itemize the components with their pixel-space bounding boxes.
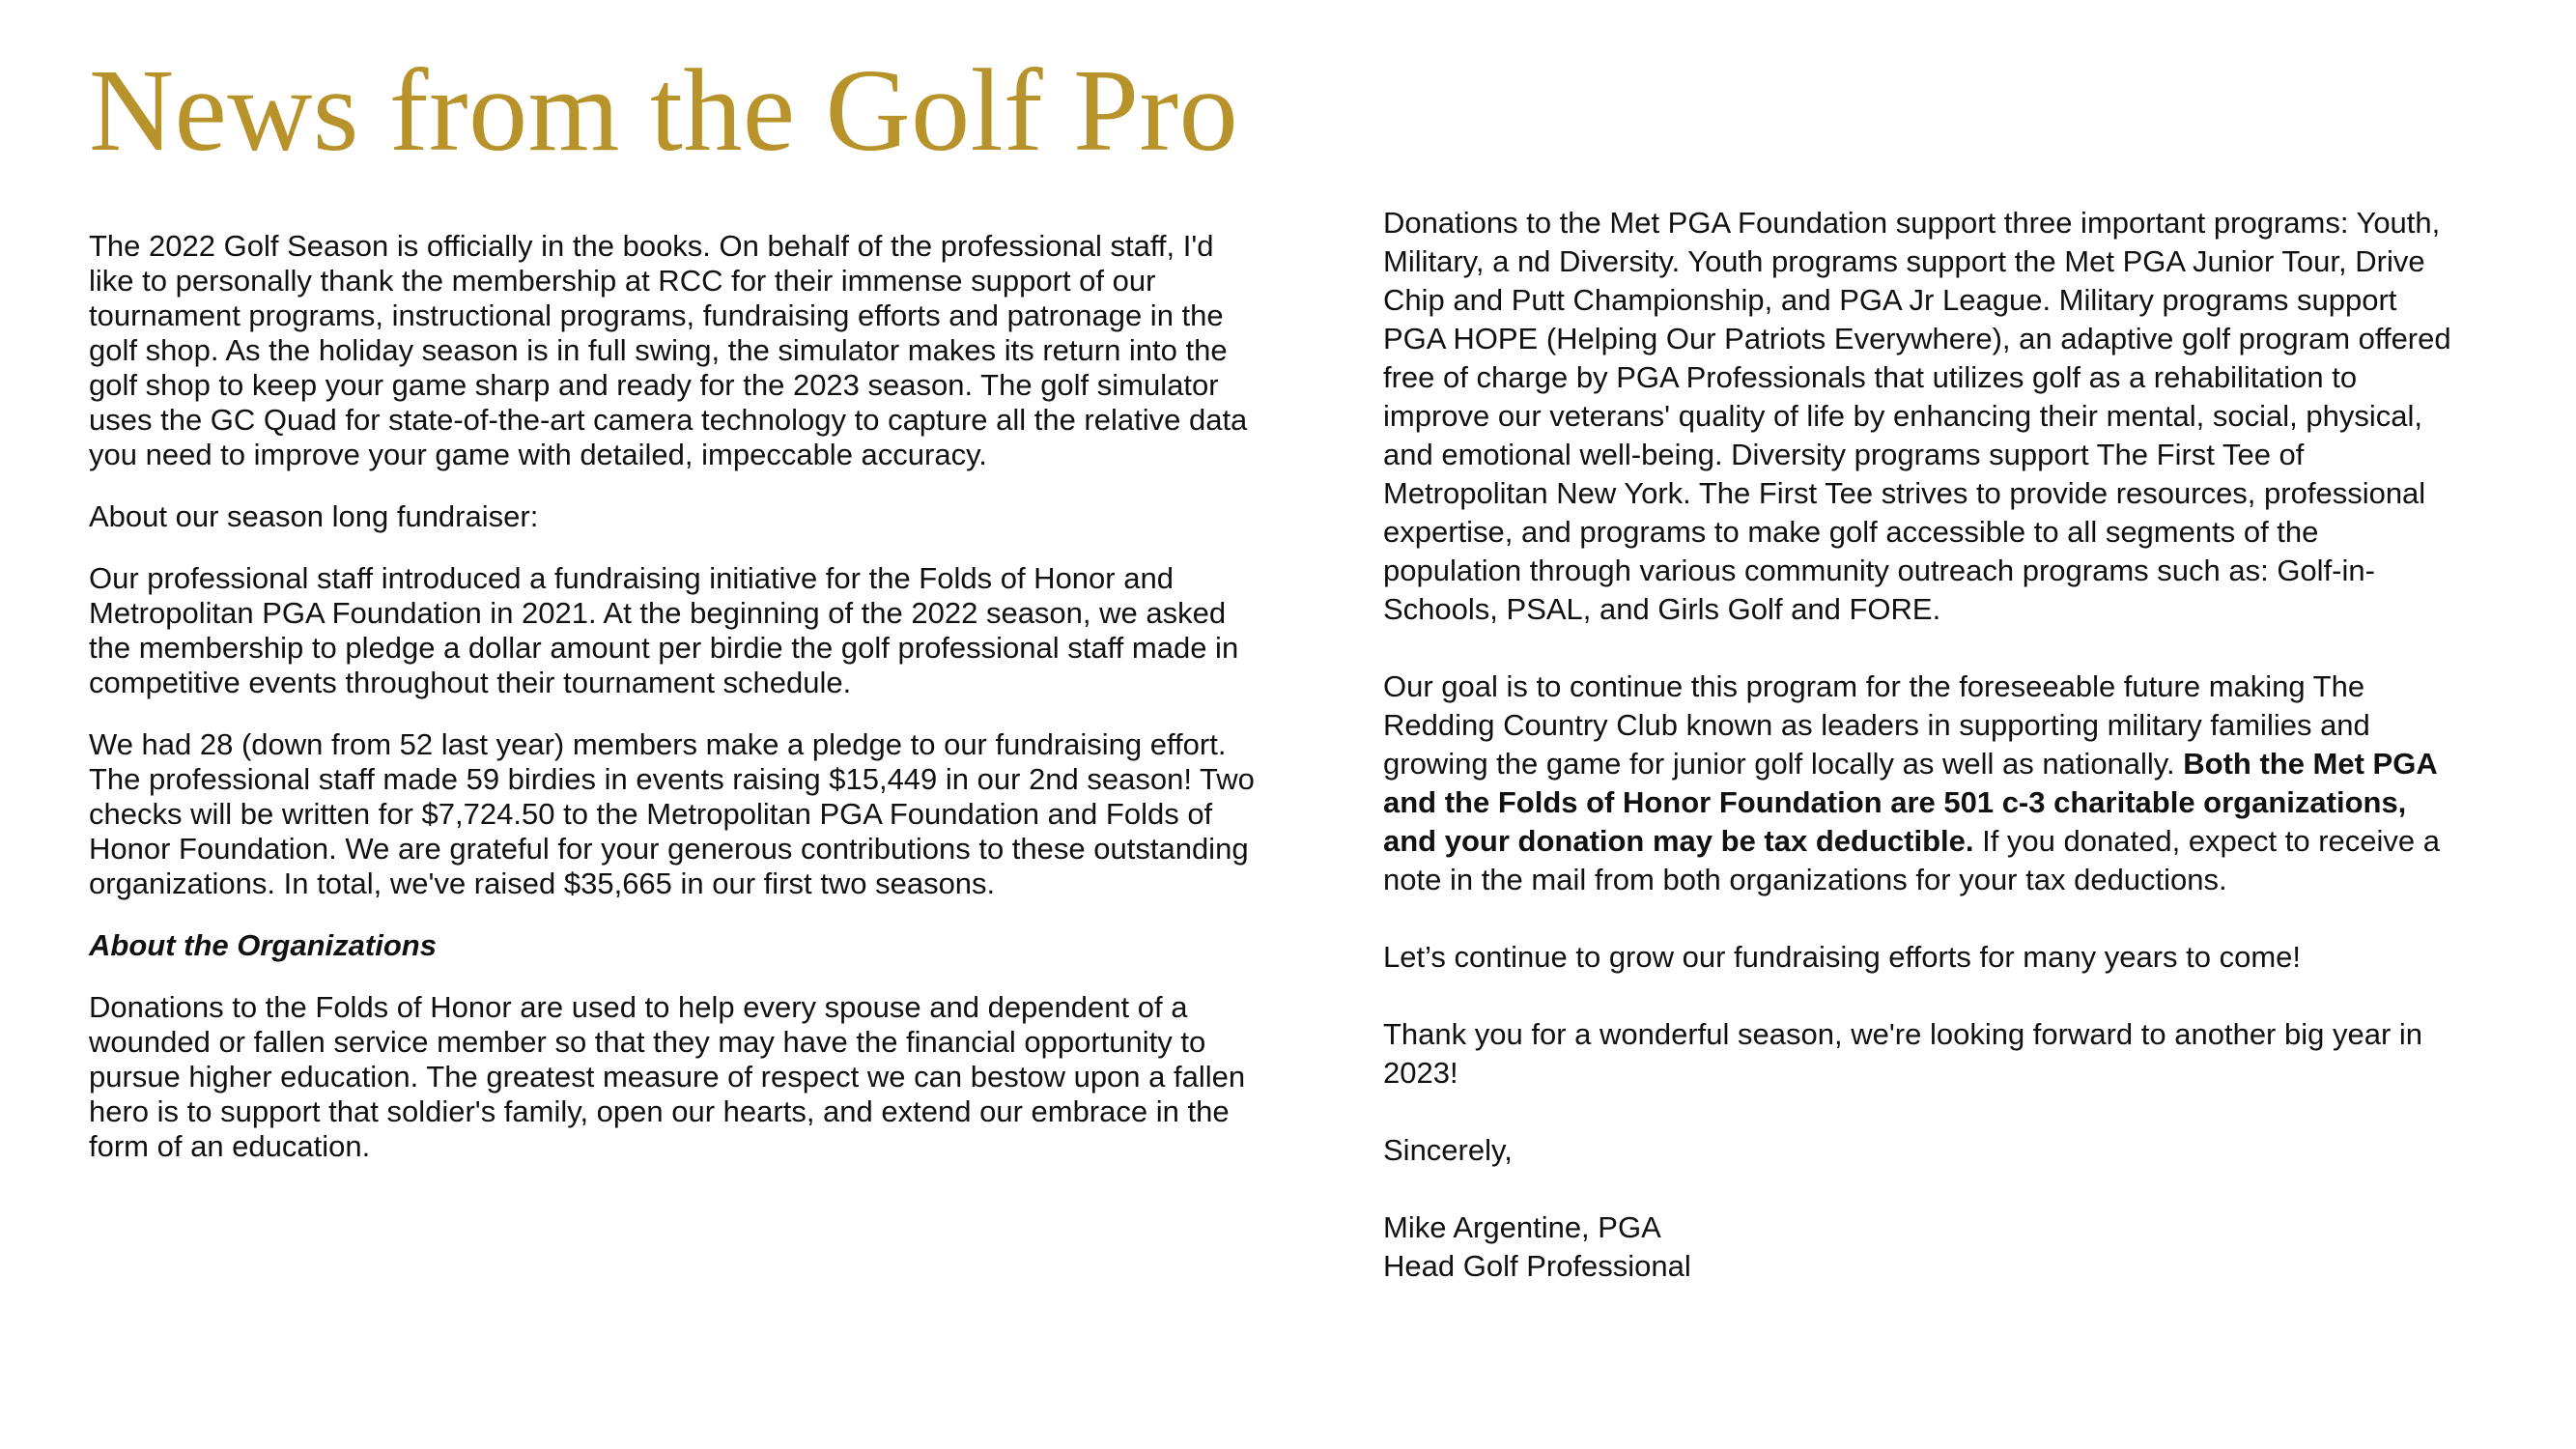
intro-paragraph: The 2022 Golf Season is officially in the books. On behalf of the professional staff, I'd like to personally thank the membership at RCC for their immense support of our tournament programs, instructional programs, fundraising efforts and patronage in the golf shop. As the holiday season is in full swing, the simulator makes its return into the golf shop to keep your game sharp and ready for the 2023 season. The golf simulator uses the GC Quad for state-of-the-art camera technology to capture all the relative data you need to improve your game with detailed, impeccable accuracy. [89,229,1248,471]
goal-text: Our goal is to continue this program for the foreseeable future making The Redding Country Club known as leaders in supporting military families and growing the game for junior golf locally as well as nationally. [1383,669,2370,781]
page-title: News from the Golf Pro [89,45,1239,176]
right-column [1383,204,2465,1286]
signature-block [1383,1208,2465,1286]
fundraiser-paragraph: Our professional staff introduced a fundraising initiative for the Folds of Honor and Metropolitan PGA Foundation in 2021. At the beginning of the 2022 season, we asked the membership to pledge a dollar amount per birdie the golf professional staff made in competitive events throughout their tournament schedule. [89,561,1239,699]
goal-paragraph [1383,668,2465,899]
organizations-heading: About the Organizations [89,928,437,962]
goal-bold-text: Both the Met PGA and the Folds of Honor Foundation are 501 c-3 charitable organizations, and your donation may be tax deductible. [1383,747,2437,858]
folds-of-honor-paragraph: Donations to the Folds of Honor are used to help every spouse and dependent of a wounded or fallen service member so that they may have the financial opportunity to pursue higher education. The greatest measure of respect we can bestow upon a fallen hero is to support that soldier's family, open our hearts, and extend our embrace in the form of an education. [89,990,1246,1163]
closing: Sincerely, [1383,1133,1513,1167]
signature-name: Mike Argentine, PGA [1383,1210,1661,1244]
goal-end-text: If you donated, expect to receive a note in the mail from both organizations for your tax deductions. [1383,824,2441,896]
fundraiser-heading: About our season long fundraiser: [89,499,539,533]
results-paragraph: We had 28 (down from 52 last year) members make a pledge to our fundraising effort. The professional staff made 59 birdies in events raising $15,449 in our 2nd season! Two checks will be written for $7,724.50 to the Metropolitan PGA Foundation and Folds of Honor Foundation. We are grateful for your generous contributions to these outstanding organizations. In total, we've raised $35,665 in our first two seasons. [89,727,1255,900]
signature-title: Head Golf Professional [1383,1249,1691,1283]
thanks-paragraph: Thank you for a wonderful season, we're looking forward to another big year in 2023! [1383,1017,2423,1090]
left-column [89,229,1258,1191]
continue-paragraph: Let’s continue to grow our fundraising efforts for many years to come! [1383,940,2302,974]
met-pga-paragraph: Donations to the Met PGA Foundation support three important programs: Youth, Military, a nd Diversity. Youth programs support the Met PGA Junior Tour, Drive Chip and Putt Championship, and PGA Jr League. Military programs support PGA HOPE (Helping Our Patriots Everywhere), an adaptive golf program offered free of charge by PGA Professionals that utilizes golf as a rehabilitation to improve our veterans' quality of life by enhancing their mental, social, physical, and emotional well-being. Diversity programs support The First Tee of Metropolitan New York. The First Tee strives to provide resources, professional expertise, and programs to make golf accessible to all segments of the population through various community outreach programs such as: Golf-in-Schools, PSAL, and Girls Golf and FORE. [1383,206,2451,626]
